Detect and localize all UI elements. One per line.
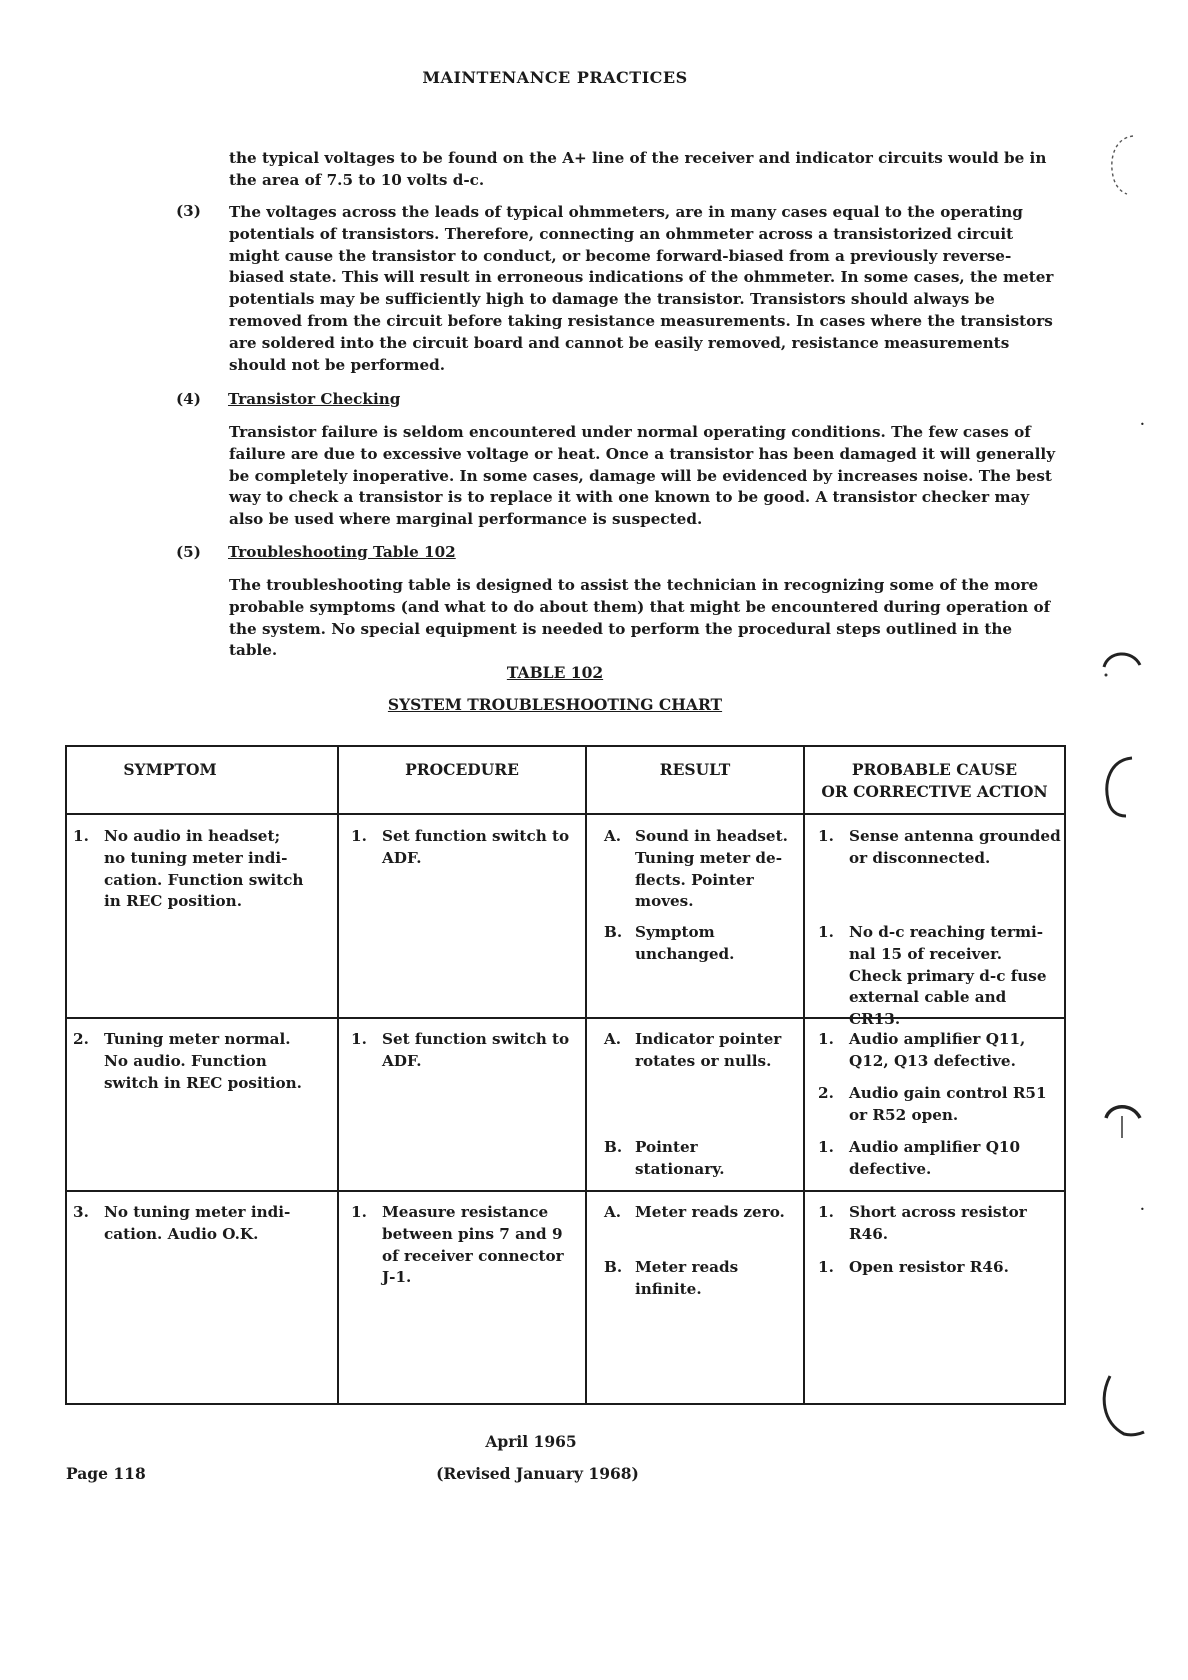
header-symptom: SYMPTOM	[123, 760, 217, 779]
row-divider	[67, 813, 1064, 815]
row-1-result-a-text: Sound in headset. Tuning meter de- flects. Pointer moves.	[635, 827, 788, 911]
speck-mark: •	[1140, 1205, 1145, 1214]
row-1-cause-b-text: No d-c reaching termi- nal 15 of receiver. Check primary d-c fuse external cable and CR13.	[849, 923, 1047, 1029]
row-2-procedure-num: 1.	[351, 1030, 367, 1048]
item-3-paragraph: The voltages across the leads of typical ohmmeters, are in many cases equal to the operating potentials of transistors. Therefore, connecting an ohmmeter across a transistorized circuit might cause the transistor to conduct, or become forward-biased from a previously reverse-biased state. This will result in erroneous indications of the ohmmeter. In some cases, the meter potentials may be sufficiently high to damage the transistor. Transistors should always be removed from the circuit before taking resistance measurements. In cases where the transistors are soldered into the circuit board and cannot be easily removed, resistance measurements should not be performed.	[229, 203, 1054, 374]
table-row-3-symptom	[73, 1202, 333, 1246]
item-4-paragraph: Transistor failure is seldom encountered under normal operating conditions. The few cases of failure are due to excessive voltage or heat. Once a transistor has been damaged it will generally be completely inoperative. In some cases, damage will be evidenced by increases noise. The best way to check a transistor is to replace it with one known to be good. A transistor checker may also be used where marginal performance is suspected.	[229, 423, 1056, 529]
table-row-2-procedure	[351, 1029, 581, 1073]
column-divider	[803, 747, 805, 1403]
footer-date: April 1965	[485, 1432, 577, 1451]
binder-hole-mark	[1095, 128, 1145, 198]
table-row-2-result-b	[604, 1137, 800, 1181]
table-row-2-cause-a2	[818, 1083, 1062, 1127]
row-1-result-a-label: A.	[604, 827, 622, 845]
row-1-cause-b-num: 1.	[818, 923, 834, 941]
row-2-cause-a2-num: 2.	[818, 1084, 834, 1102]
row-2-cause-b-text: Audio amplifier Q10 defective.	[849, 1138, 1021, 1178]
row-3-cause-b-text: Open resistor R46.	[849, 1258, 1009, 1276]
row-1-result-b-label: B.	[604, 923, 623, 941]
table-row-1-symptom	[73, 826, 333, 913]
intro-paragraph: the typical voltages to be found on the A+ line of the receiver and indicator circuits would be in the area of 7.5 to 10 volts d-c.	[229, 149, 1047, 189]
row-2-cause-a1-num: 1.	[818, 1030, 834, 1048]
row-3-result-a-text: Meter reads zero.	[635, 1203, 785, 1221]
row-1-cause-a-text: Sense antenna grounded or disconnected.	[849, 827, 1061, 867]
row-3-cause-b-num: 1.	[818, 1258, 834, 1276]
page-header: MAINTENANCE PRACTICES	[422, 68, 688, 87]
table-row-1-cause-a	[818, 826, 1062, 870]
row-2-result-a-label: A.	[604, 1030, 622, 1048]
row-1-cause-a-num: 1.	[818, 827, 834, 845]
row-3-result-b-text: Meter reads infinite.	[635, 1258, 739, 1298]
header-result: RESULT	[659, 760, 731, 779]
column-divider	[585, 747, 587, 1403]
row-2-cause-a2-text: Audio gain control R51 or R52 open.	[849, 1084, 1047, 1124]
item-4-number: (4)	[176, 390, 201, 408]
binder-hole-mark	[1094, 1372, 1150, 1442]
table-row-3-cause-b	[818, 1257, 1062, 1279]
row-2-result-b-label: B.	[604, 1138, 623, 1156]
row-2-result-a-text: Indicator pointer rotates or nulls.	[635, 1030, 782, 1070]
table-row-1-result-a	[604, 826, 800, 913]
row-1-result-b-text: Symptom unchanged.	[635, 923, 735, 963]
table-row-1-procedure	[351, 826, 581, 870]
row-3-cause-a-text: Short across resistor R46.	[849, 1203, 1027, 1243]
row-3-symptom-text: No tuning meter indi- cation. Audio O.K.	[104, 1203, 291, 1243]
binder-hole-mark	[1100, 1098, 1150, 1144]
table-row-3-result-b	[604, 1257, 800, 1301]
speck-mark: •	[1140, 420, 1145, 429]
row-3-cause-a-num: 1.	[818, 1203, 834, 1221]
item-3-number: (3)	[176, 202, 201, 220]
item-5-number: (5)	[176, 543, 201, 561]
row-3-symptom-num: 3.	[73, 1203, 89, 1221]
table-row-3-result-a	[604, 1202, 800, 1224]
row-2-result-b-text: Pointer stationary.	[635, 1138, 725, 1178]
table-row-2-cause-a1	[818, 1029, 1062, 1073]
row-3-result-a-label: A.	[604, 1203, 622, 1221]
troubleshooting-table	[65, 745, 1066, 1405]
column-divider	[337, 747, 339, 1403]
header-cause: PROBABLE CAUSE OR CORRECTIVE ACTION	[821, 760, 1048, 801]
table-row-3-procedure	[351, 1202, 581, 1289]
binder-hole-mark	[1096, 752, 1146, 822]
table-label: TABLE 102	[506, 663, 604, 682]
item-5-heading: Troubleshooting Table 102	[228, 543, 456, 561]
row-2-cause-a1-text: Audio amplifier Q11, Q12, Q13 defective.	[849, 1030, 1026, 1070]
table-row-3-cause-a	[818, 1202, 1062, 1246]
row-2-symptom-num: 2.	[73, 1030, 89, 1048]
row-3-procedure-text: Measure resistance between pins 7 and 9 of receiver connector J-1.	[382, 1203, 564, 1287]
table-row-2-result-a	[604, 1029, 800, 1073]
row-2-procedure-text: Set function switch to ADF.	[382, 1030, 570, 1070]
row-3-result-b-label: B.	[604, 1258, 623, 1276]
table-row-1-result-b	[604, 922, 800, 966]
row-1-procedure-text: Set function switch to ADF.	[382, 827, 570, 867]
row-2-symptom-text: Tuning meter normal. No audio. Function switch in REC position.	[104, 1030, 302, 1092]
table-row-2-symptom	[73, 1029, 333, 1094]
page-number: Page 118	[66, 1464, 146, 1483]
row-1-symptom-text: No audio in headset; no tuning meter indi- cation. Function switch in REC position.	[104, 827, 304, 911]
row-1-procedure-num: 1.	[351, 827, 367, 845]
header-procedure: PROCEDURE	[405, 760, 519, 779]
table-row-1-cause-b	[818, 922, 1062, 1031]
row-divider	[67, 1190, 1064, 1192]
row-3-procedure-num: 1.	[351, 1203, 367, 1221]
table-row-2-cause-b	[818, 1137, 1062, 1181]
row-1-symptom-num: 1.	[73, 827, 89, 845]
table-title: SYSTEM TROUBLESHOOTING CHART	[387, 695, 723, 714]
item-5-paragraph: The troubleshooting table is designed to assist the technician in recognizing some of the more probable symptoms (and what to do about them) that might be encountered during operation of the system. No special equipment is needed to perform the procedural steps outlined in the table.	[229, 576, 1051, 660]
footer-revised: (Revised January 1968)	[436, 1464, 639, 1483]
row-2-cause-b-num: 1.	[818, 1138, 834, 1156]
binder-hole-mark	[1098, 645, 1148, 681]
item-4-heading: Transistor Checking	[228, 390, 401, 408]
